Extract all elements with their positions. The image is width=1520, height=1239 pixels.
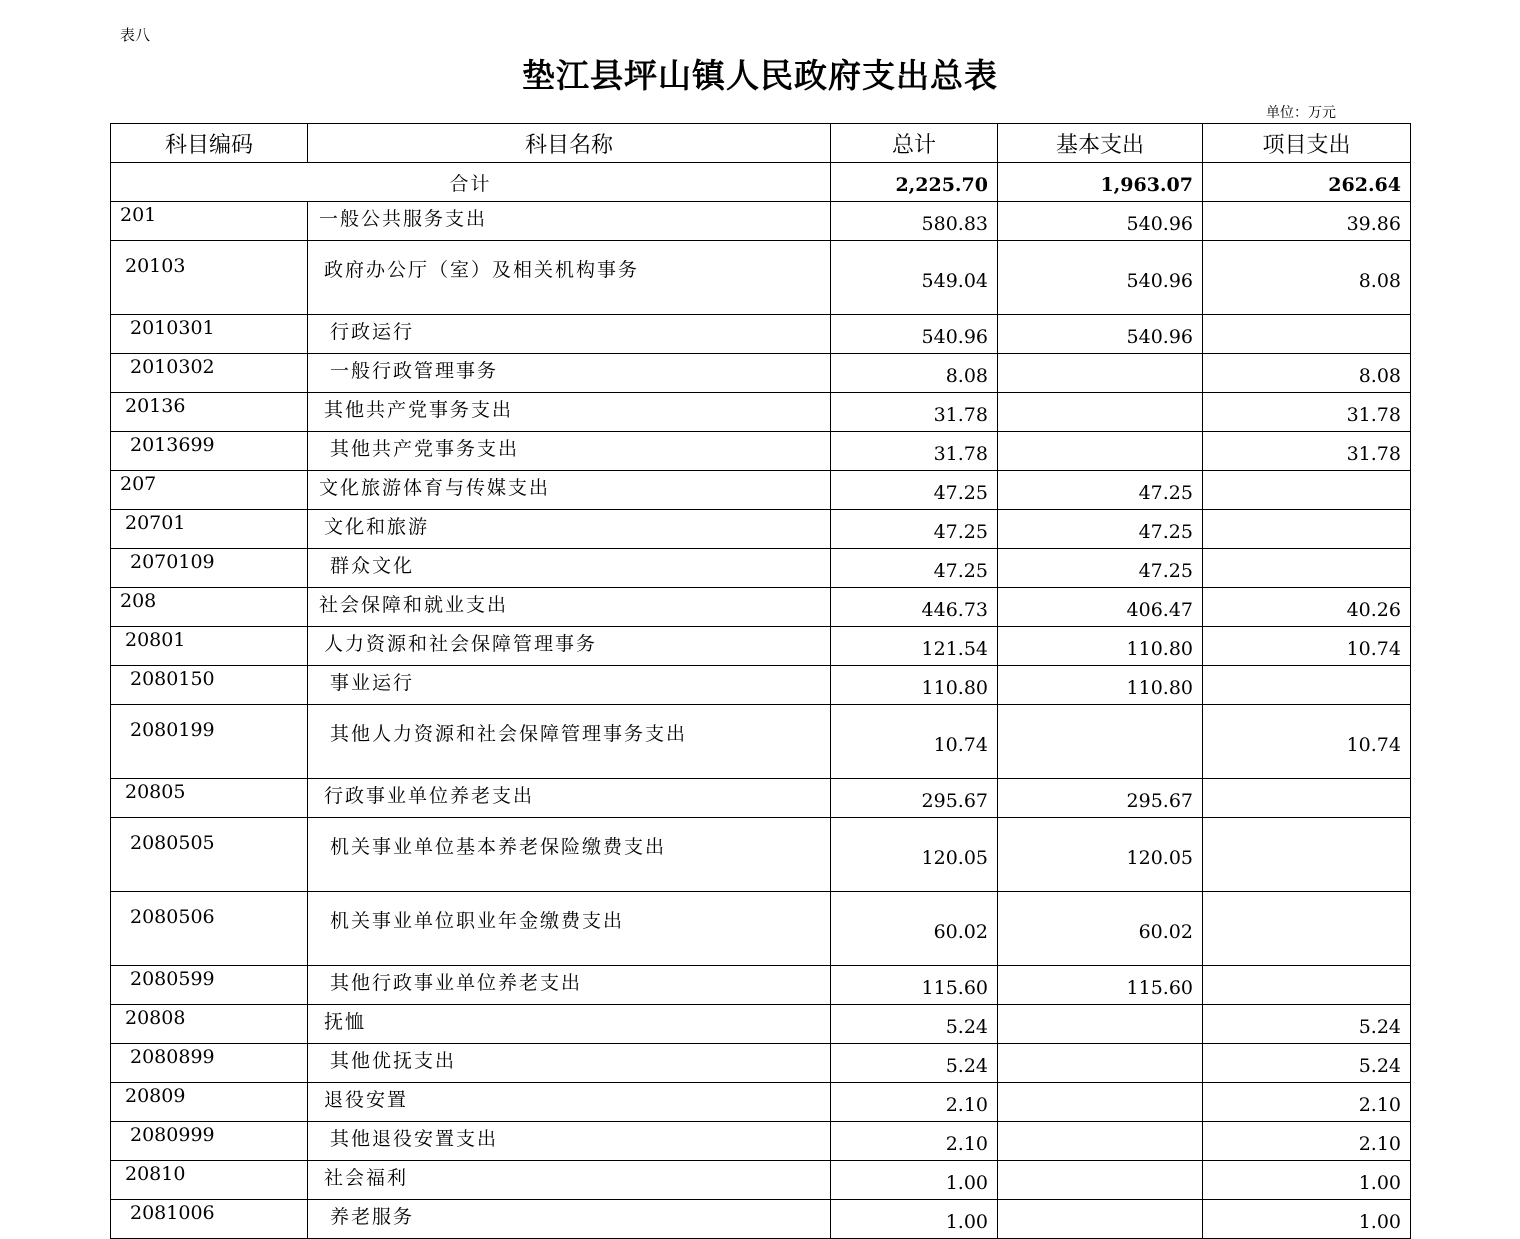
- row-total: 1.00: [831, 1200, 998, 1239]
- row-basic: [998, 1161, 1203, 1200]
- row-basic: [998, 1083, 1203, 1122]
- table-row: [111, 432, 1411, 471]
- table-row: [111, 549, 1411, 588]
- row-basic: [998, 1005, 1203, 1044]
- table-row: [111, 1200, 1411, 1239]
- row-total: 10.74: [831, 705, 998, 779]
- row-total: 31.78: [831, 432, 998, 471]
- row-project: [1203, 818, 1411, 892]
- row-total: 540.96: [831, 315, 998, 354]
- row-basic: 60.02: [998, 892, 1203, 966]
- header-code: 科目编码: [111, 124, 308, 163]
- row-code: 2080150: [111, 666, 308, 705]
- row-code: 201: [111, 202, 308, 241]
- row-basic: [998, 1200, 1203, 1239]
- row-code: 20136: [111, 393, 308, 432]
- row-name: 群众文化: [308, 549, 831, 588]
- total-label: 合计: [111, 163, 831, 202]
- row-total: 47.25: [831, 549, 998, 588]
- row-name: 社会保障和就业支出: [308, 588, 831, 627]
- row-basic: 540.96: [998, 315, 1203, 354]
- table-row: [111, 892, 1411, 966]
- row-basic: 115.60: [998, 966, 1203, 1005]
- table-row: [111, 1044, 1411, 1083]
- header-name: 科目名称: [308, 124, 831, 163]
- row-code: 20801: [111, 627, 308, 666]
- row-name: 文化和旅游: [308, 510, 831, 549]
- row-name: 文化旅游体育与传媒支出: [308, 471, 831, 510]
- row-name: 机关事业单位职业年金缴费支出: [308, 892, 831, 966]
- row-project: 8.08: [1203, 241, 1411, 315]
- row-basic: 110.80: [998, 627, 1203, 666]
- row-code: 2080505: [111, 818, 308, 892]
- row-project: [1203, 779, 1411, 818]
- row-total: 2.10: [831, 1083, 998, 1122]
- row-basic: [998, 1122, 1203, 1161]
- row-total: 110.80: [831, 666, 998, 705]
- row-code: 20809: [111, 1083, 308, 1122]
- row-name: 行政运行: [308, 315, 831, 354]
- row-project: 5.24: [1203, 1005, 1411, 1044]
- row-name: 一般公共服务支出: [308, 202, 831, 241]
- row-name: 一般行政管理事务: [308, 354, 831, 393]
- table-row: [111, 471, 1411, 510]
- row-name: 抚恤: [308, 1005, 831, 1044]
- table-row: [111, 393, 1411, 432]
- row-name: 其他共产党事务支出: [308, 432, 831, 471]
- row-project: [1203, 892, 1411, 966]
- row-total: 8.08: [831, 354, 998, 393]
- row-project: 31.78: [1203, 393, 1411, 432]
- row-code: 20810: [111, 1161, 308, 1200]
- table-row: [111, 202, 1411, 241]
- row-total: 580.83: [831, 202, 998, 241]
- page-title: 垫江县坪山镇人民政府支出总表: [522, 56, 998, 95]
- row-name: 行政事业单位养老支出: [308, 779, 831, 818]
- row-basic: 110.80: [998, 666, 1203, 705]
- row-project: [1203, 315, 1411, 354]
- table-row: [111, 966, 1411, 1005]
- row-name: 其他共产党事务支出: [308, 393, 831, 432]
- table-number-label: 表八: [120, 26, 151, 44]
- row-total: 549.04: [831, 241, 998, 315]
- row-basic: 47.25: [998, 471, 1203, 510]
- row-basic: [998, 432, 1203, 471]
- header-basic: 基本支出: [998, 124, 1203, 163]
- table-row: [111, 510, 1411, 549]
- row-total: 31.78: [831, 393, 998, 432]
- row-code: 2081006: [111, 1200, 308, 1239]
- total-value: 2,225.70: [831, 163, 998, 202]
- row-total: 47.25: [831, 471, 998, 510]
- row-total: 60.02: [831, 892, 998, 966]
- table-row: [111, 354, 1411, 393]
- row-code: 2013699: [111, 432, 308, 471]
- row-project: [1203, 966, 1411, 1005]
- row-code: 2010301: [111, 315, 308, 354]
- row-code: 2080899: [111, 1044, 308, 1083]
- row-name: 事业运行: [308, 666, 831, 705]
- row-code: 207: [111, 471, 308, 510]
- row-name: 政府办公厅（室）及相关机构事务: [308, 241, 831, 315]
- row-total: 2.10: [831, 1122, 998, 1161]
- row-name: 退役安置: [308, 1083, 831, 1122]
- row-total: 121.54: [831, 627, 998, 666]
- table-row: [111, 705, 1411, 779]
- row-code: 2080506: [111, 892, 308, 966]
- row-total: 295.67: [831, 779, 998, 818]
- row-basic: 295.67: [998, 779, 1203, 818]
- row-project: 10.74: [1203, 627, 1411, 666]
- row-project: 5.24: [1203, 1044, 1411, 1083]
- row-basic: [998, 354, 1203, 393]
- table-row: [111, 1122, 1411, 1161]
- table-row: [111, 1083, 1411, 1122]
- row-project: 40.26: [1203, 588, 1411, 627]
- row-project: 8.08: [1203, 354, 1411, 393]
- row-total: 115.60: [831, 966, 998, 1005]
- row-total: 120.05: [831, 818, 998, 892]
- row-name: 人力资源和社会保障管理事务: [308, 627, 831, 666]
- row-basic: [998, 705, 1203, 779]
- table-row: [111, 1005, 1411, 1044]
- row-basic: 406.47: [998, 588, 1203, 627]
- row-total: 5.24: [831, 1005, 998, 1044]
- row-project: 10.74: [1203, 705, 1411, 779]
- row-total: 47.25: [831, 510, 998, 549]
- row-name: 社会福利: [308, 1161, 831, 1200]
- header-row: [111, 124, 1411, 163]
- total-project: 262.64: [1203, 163, 1411, 202]
- row-name: 其他退役安置支出: [308, 1122, 831, 1161]
- header-total: 总计: [831, 124, 998, 163]
- row-code: 20701: [111, 510, 308, 549]
- row-project: [1203, 549, 1411, 588]
- row-basic: 120.05: [998, 818, 1203, 892]
- row-code: 2080599: [111, 966, 308, 1005]
- expenditure-table: [110, 123, 1411, 1239]
- table-row: [111, 818, 1411, 892]
- row-project: 2.10: [1203, 1083, 1411, 1122]
- header-project: 项目支出: [1203, 124, 1411, 163]
- row-name: 养老服务: [308, 1200, 831, 1239]
- row-name: 其他优抚支出: [308, 1044, 831, 1083]
- row-basic: 47.25: [998, 510, 1203, 549]
- total-basic: 1,963.07: [998, 163, 1203, 202]
- table-row: [111, 627, 1411, 666]
- row-code: 20805: [111, 779, 308, 818]
- row-name: 机关事业单位基本养老保险缴费支出: [308, 818, 831, 892]
- row-basic: 540.96: [998, 241, 1203, 315]
- row-total: 5.24: [831, 1044, 998, 1083]
- row-total: 446.73: [831, 588, 998, 627]
- table-row: [111, 779, 1411, 818]
- row-code: 2080999: [111, 1122, 308, 1161]
- unit-label: 单位：万元: [1266, 105, 1336, 121]
- row-code: 20103: [111, 241, 308, 315]
- row-project: 1.00: [1203, 1161, 1411, 1200]
- row-project: [1203, 471, 1411, 510]
- row-project: [1203, 510, 1411, 549]
- row-basic: [998, 393, 1203, 432]
- row-code: 208: [111, 588, 308, 627]
- row-basic: [998, 1044, 1203, 1083]
- row-name: 其他行政事业单位养老支出: [308, 966, 831, 1005]
- row-name: 其他人力资源和社会保障管理事务支出: [308, 705, 831, 779]
- table-row: [111, 315, 1411, 354]
- row-project: 31.78: [1203, 432, 1411, 471]
- table-row: [111, 1161, 1411, 1200]
- table-row: [111, 588, 1411, 627]
- table-row: [111, 666, 1411, 705]
- row-code: 2010302: [111, 354, 308, 393]
- row-code: 20808: [111, 1005, 308, 1044]
- row-basic: 540.96: [998, 202, 1203, 241]
- total-row: [111, 163, 1411, 202]
- row-project: 39.86: [1203, 202, 1411, 241]
- row-project: 1.00: [1203, 1200, 1411, 1239]
- table-row: [111, 241, 1411, 315]
- row-project: 2.10: [1203, 1122, 1411, 1161]
- row-project: [1203, 666, 1411, 705]
- row-basic: 47.25: [998, 549, 1203, 588]
- row-total: 1.00: [831, 1161, 998, 1200]
- row-code: 2070109: [111, 549, 308, 588]
- row-code: 2080199: [111, 705, 308, 779]
